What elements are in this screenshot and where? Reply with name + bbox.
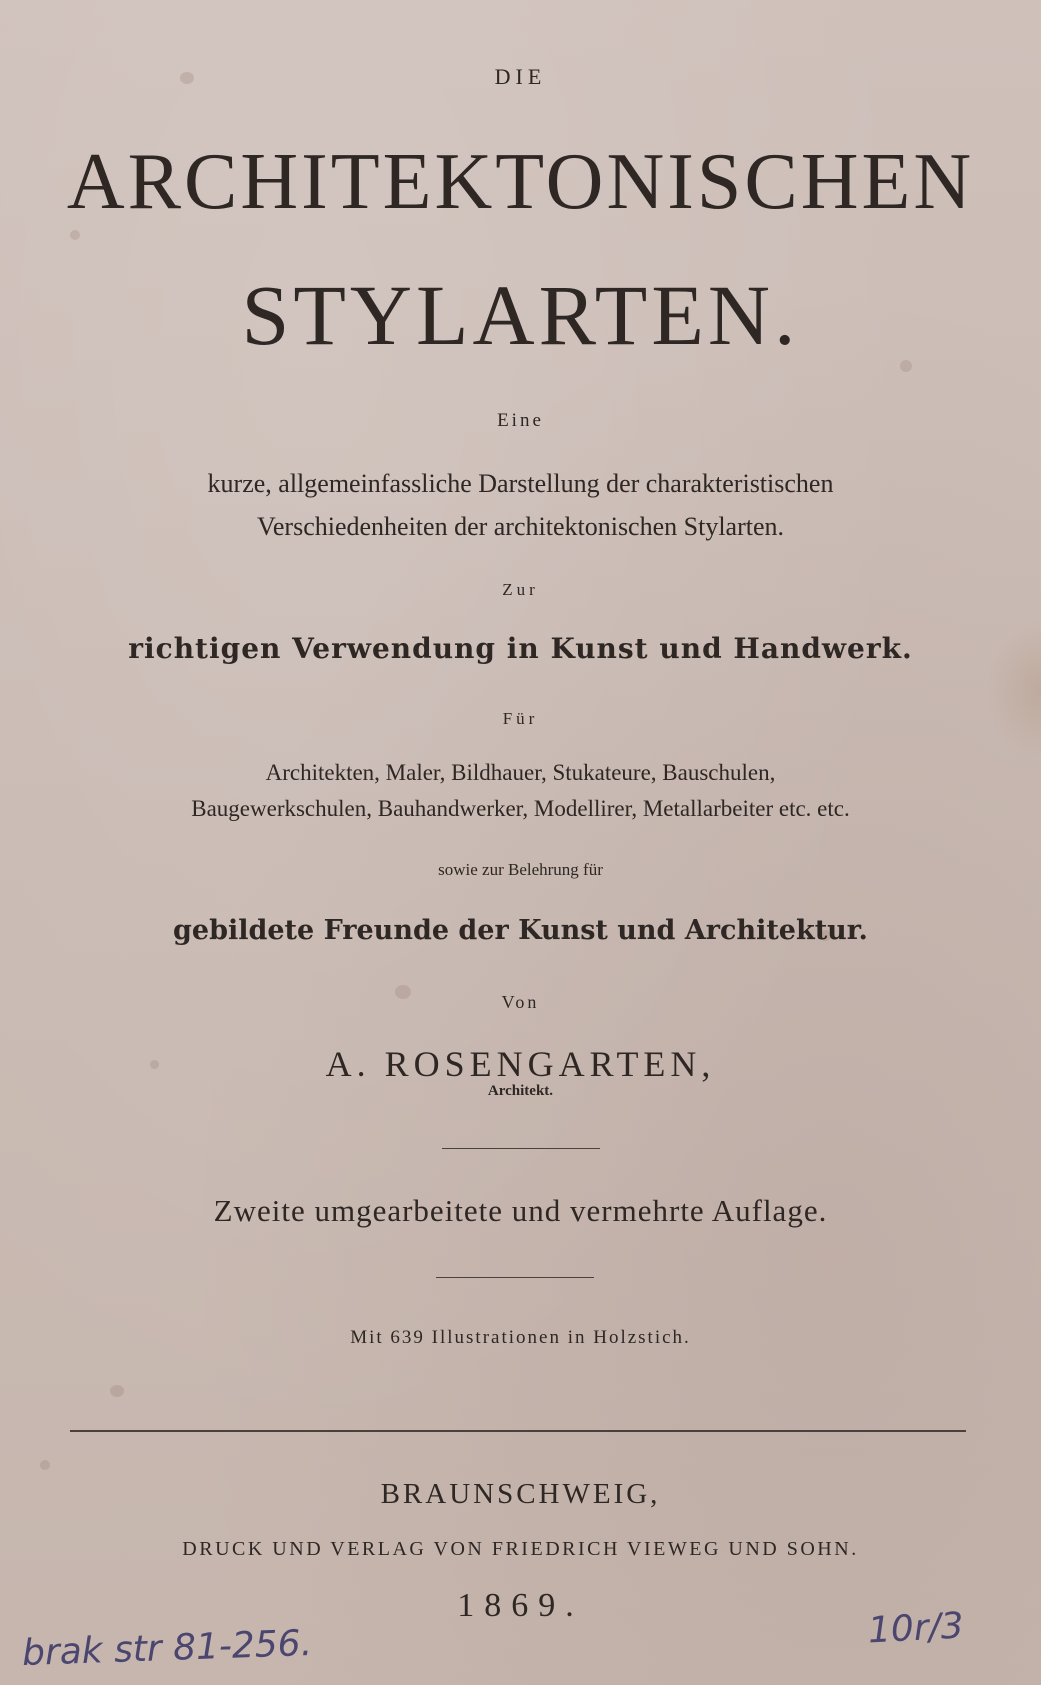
audience-line-2: Baugewerkschulen, Bauhandwerker, Modellirer, Metallarbeiter etc. etc. xyxy=(191,796,850,821)
description-line-2: Verschiedenheiten der architektonischen Stylarten. xyxy=(256,512,785,541)
foxing-spot xyxy=(110,1385,124,1397)
handwritten-note-left: brak str 81-256. xyxy=(21,1622,313,1675)
divider-short-1 xyxy=(442,1148,600,1149)
edition-line: Zweite umgearbeitete und vermehrte Auflage. xyxy=(213,1193,828,1228)
imprint-publisher: DRUCK UND VERLAG VON FRIEDRICH VIEWEG UND SOHN. xyxy=(182,1538,859,1560)
author-intro: Von xyxy=(501,992,540,1012)
description-line-1: kurze, allgemeinfassliche Darstellung der charakteristischen xyxy=(207,469,834,498)
foxing-spot xyxy=(70,230,80,240)
imprint-city: BRAUNSCHWEIG, xyxy=(380,1478,661,1510)
divider-short-2 xyxy=(436,1277,594,1278)
illustrations-note: Mit 639 Illustrationen in Holzstich. xyxy=(350,1327,691,1348)
purpose-intro: Zur xyxy=(502,580,539,599)
friends-intro: sowie zur Belehrung für xyxy=(438,860,603,879)
foxing-spot xyxy=(900,360,912,372)
purpose-line: richtigen Verwendung in Kunst und Handwerk. xyxy=(128,632,913,665)
main-title-line-1: ARCHITEKTONISCHEN xyxy=(66,138,975,226)
author-name: A. ROSENGARTEN, xyxy=(325,1044,716,1084)
author-role: Architekt. xyxy=(487,1083,554,1099)
divider-long xyxy=(70,1430,966,1432)
main-title-line-2: STYLARTEN. xyxy=(241,267,800,363)
handwritten-note-right: 10r/3 xyxy=(866,1605,965,1652)
audience-line-1: Architekten, Maler, Bildhauer, Stukateure, Bauschulen, xyxy=(265,760,776,785)
foxing-spot xyxy=(40,1460,50,1470)
subtitle-intro: Eine xyxy=(497,410,544,431)
pre-title: DIE xyxy=(494,64,547,89)
friends-line: gebildete Freunde der Kunst und Architektur. xyxy=(173,915,868,946)
imprint-year: 1869. xyxy=(457,1587,584,1624)
audience-intro: Für xyxy=(502,709,539,728)
